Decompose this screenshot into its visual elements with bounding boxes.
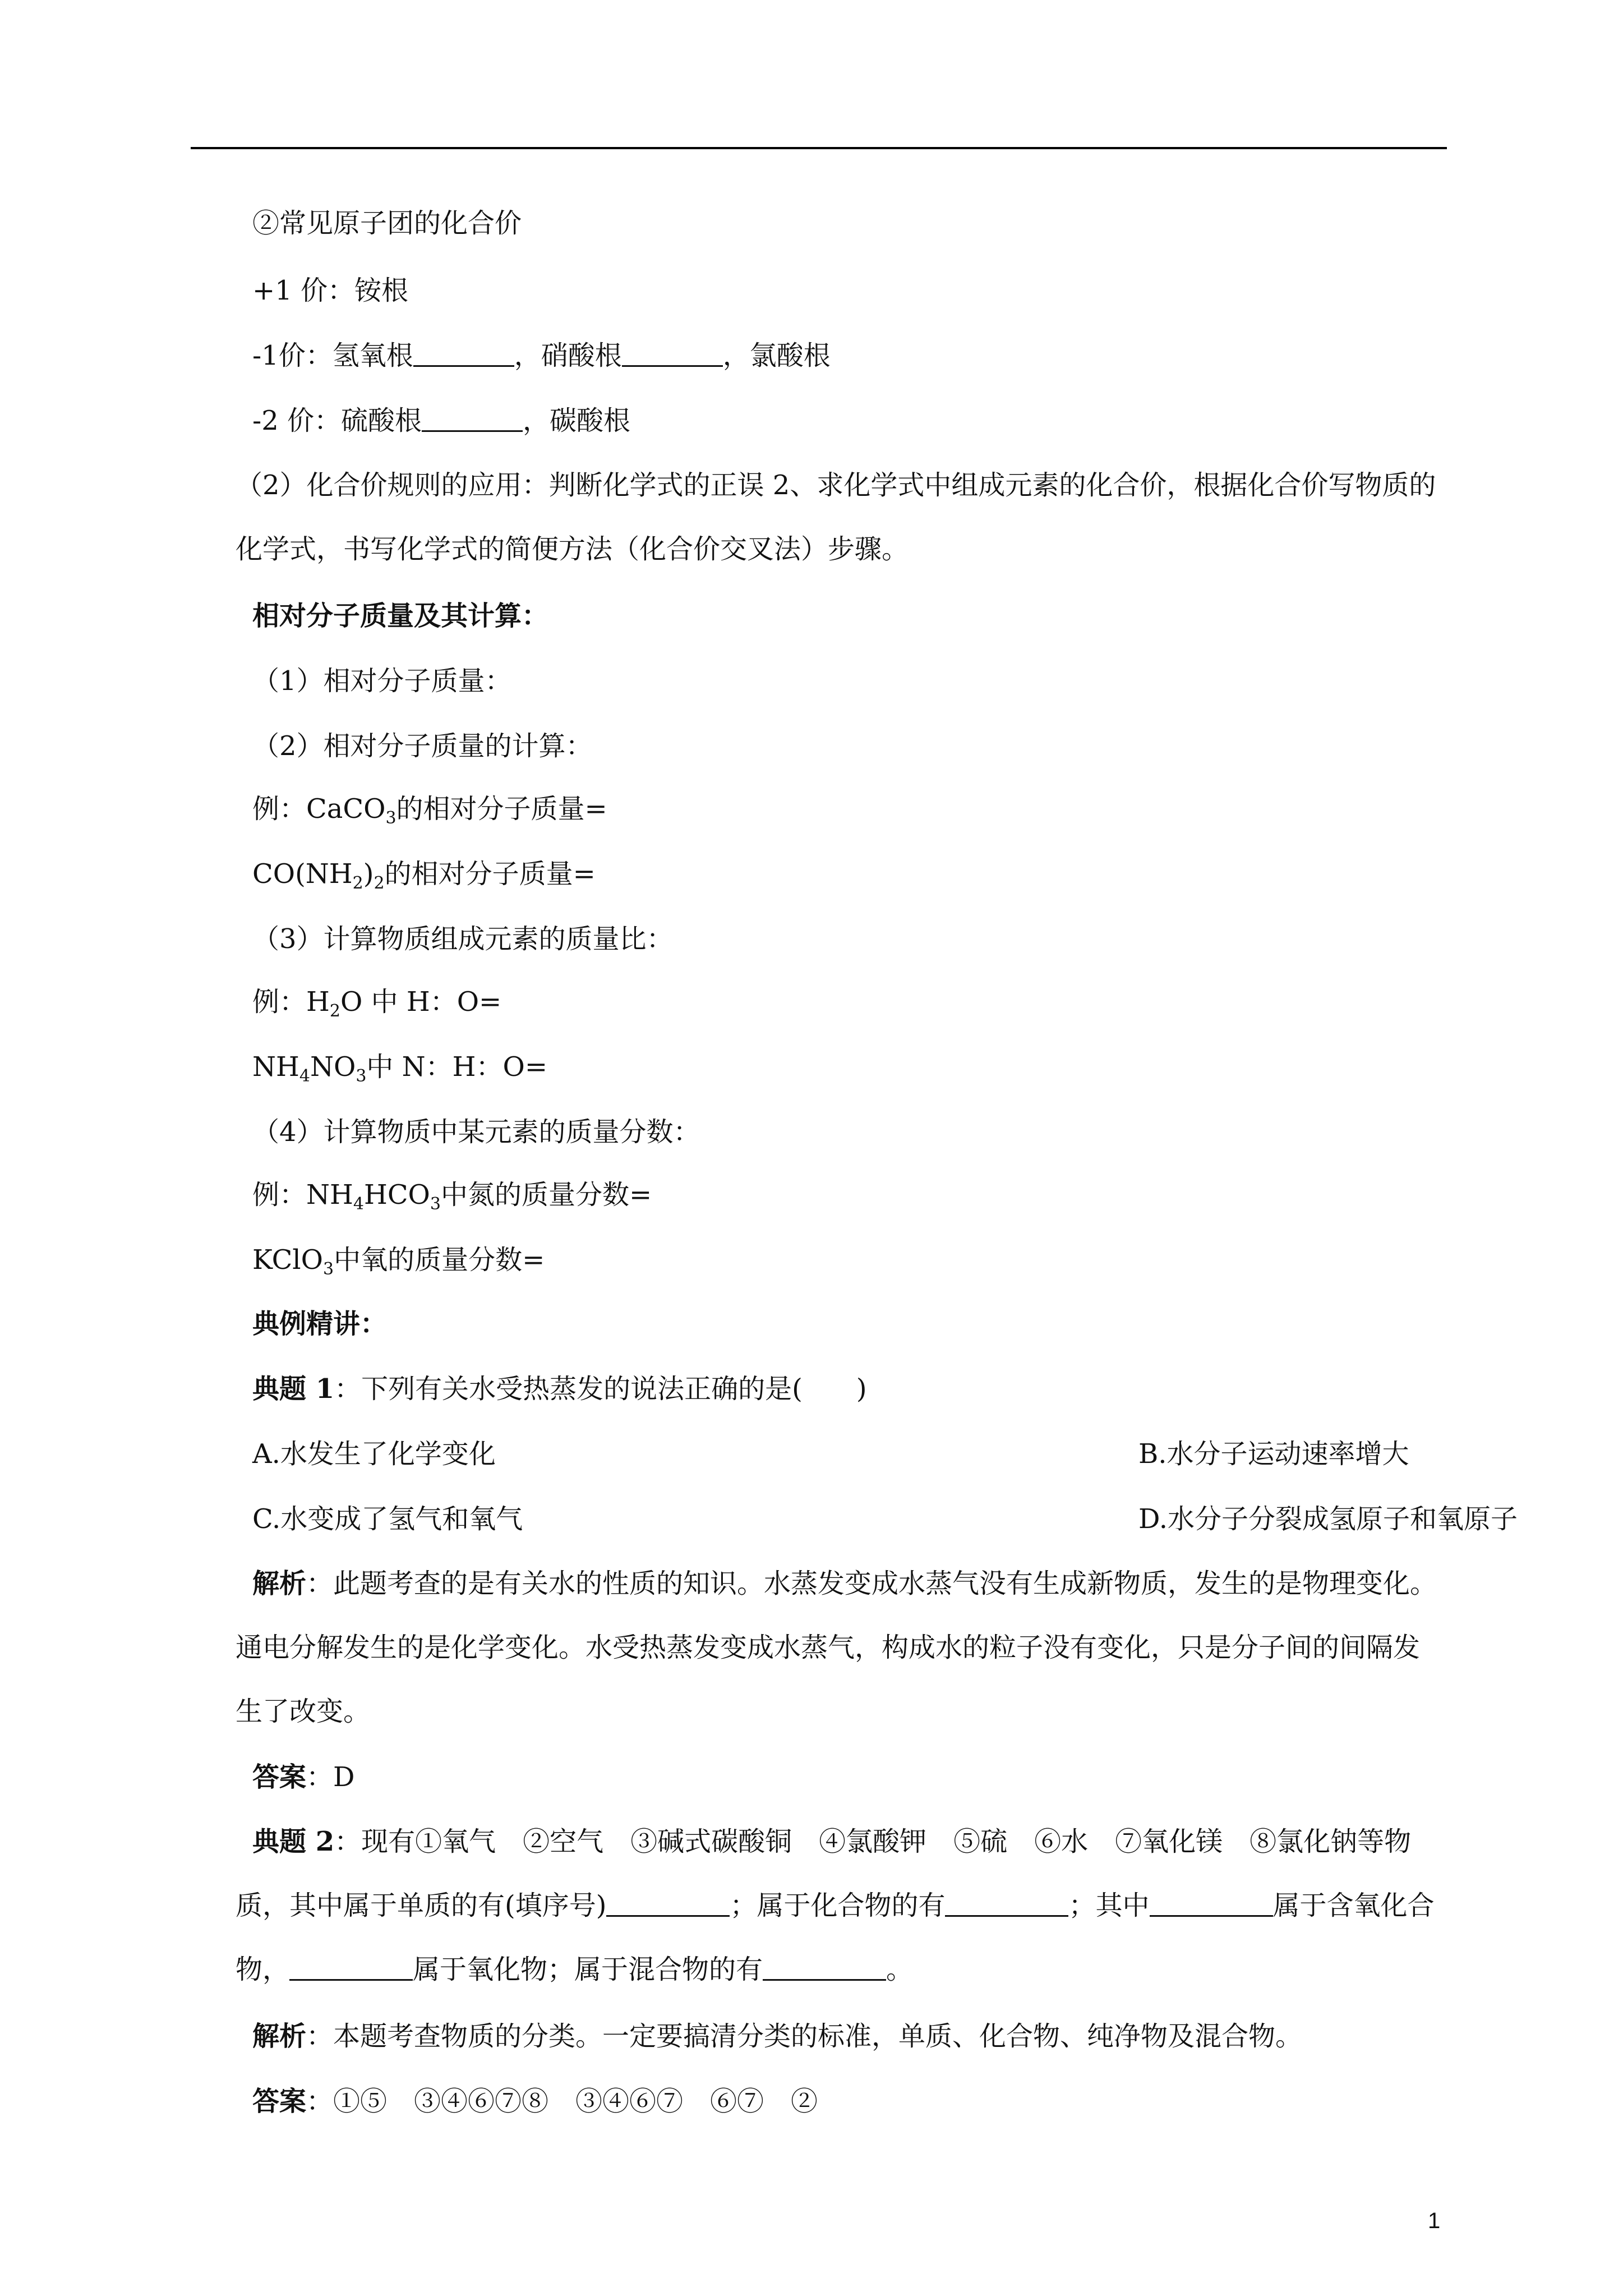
blank-field[interactable] [413,339,514,367]
line-example-caco3 [252,792,607,826]
text: -2 价：硫酸根 [252,405,422,436]
text: 例：H [252,986,330,1018]
q1-answer [252,1760,355,1794]
section-heading-molecular-mass: 相对分子质量及其计算： [252,600,549,632]
option-d[interactable]: D.水分子分裂成氢原子和氧原子 [1138,1503,1518,1535]
option-b[interactable]: B.水分子运动速率增大 [1138,1438,1409,1470]
line-item-4: （4）计算物质中某元素的质量分数： [252,1116,700,1148]
subscript: 3 [430,1194,441,1214]
q1-analysis [236,1552,1441,1743]
subscript: 4 [353,1194,364,1214]
subscript: 4 [299,1066,310,1086]
line-item-2: （2）相对分子质量的计算： [252,730,593,762]
blank-field[interactable] [606,1889,730,1917]
section-heading-examples: 典例精讲： [252,1308,388,1340]
question-2 [236,1810,1441,2001]
blank-field[interactable] [1150,1889,1273,1917]
blank-field[interactable] [945,1889,1068,1917]
text: ) [363,858,374,890]
answer-text: ：①⑤ ③④⑥⑦⑧ ③④⑥⑦ ⑥⑦ ② [306,2086,818,2117]
subscript: 2 [374,873,385,893]
question-text: ；属于化合物的有 [730,1890,946,1921]
text: O 中 H：O= [340,986,502,1018]
line-example-nh4no3 [252,1050,547,1084]
question-text: ；其中 [1068,1890,1150,1921]
line-example-kclo3 [252,1243,545,1277]
question-1 [252,1372,867,1406]
text: HCO [363,1179,430,1211]
option-a[interactable]: A.水发生了化学变化 [252,1438,496,1470]
page-number: 1 [1428,2208,1441,2233]
line-minus1 [252,339,831,372]
option-row-cd [252,1502,1518,1536]
answer-text: ：D [306,1761,355,1793]
line-example-nh4hco3 [252,1178,652,1212]
text: 的相对分子质量= [396,793,607,825]
text: 中 N：H：O= [366,1051,548,1083]
subscript: 2 [329,1001,340,1021]
analysis-label: 解析 [252,1568,307,1599]
text: ，碳酸根 [523,405,631,436]
line-example-urea [252,857,596,891]
question-text: 属于氧化物；属于混合物的有 [413,1954,763,1985]
question-text: ：下列有关水受热蒸发的说法正确的是( ) [334,1373,867,1405]
option-row-ab [252,1437,1409,1471]
line-example-h2o [252,985,501,1019]
text: NH [252,1051,299,1083]
option-c[interactable]: C.水变成了氢气和氧气 [252,1503,523,1535]
line-item-3: （3）计算物质组成元素的质量比： [252,923,674,955]
analysis-label: 解析 [252,2021,307,2052]
text: 例：CaCO [252,793,386,825]
paragraph-valence-rules: （2）化合价规则的应用：判断化学式的正误 2、求化学式中组成元素的化合价，根据化合价写物质的化学式，书写化学式的简便方法（化合价交叉法）步骤。 [236,470,1436,565]
line-minus2 [252,404,630,438]
text: -1价：氢氧根 [252,340,413,371]
analysis-text: ：此题考查的是有关水的性质的知识。水蒸发变成水蒸气没有生成新物质，发生的是物理变化。通电分解发生的是化学变化。水受热蒸发变成水蒸气，构成水的粒子没有变化，只是分子间的间隔发生了改变。 [236,1568,1437,1727]
text: 的相对分子质量= [384,858,596,890]
subscript: 2 [352,873,363,893]
subscript: 3 [385,808,396,828]
line-item-1: （1）相对分子质量： [252,665,512,697]
text: ，氯酸根 [722,340,831,371]
blank-field[interactable] [622,339,723,367]
line-group-valence: ②常见原子团的化合价 [252,208,522,239]
answer-label: 答案 [252,2086,307,2117]
text: NO [310,1051,356,1083]
question-label: 典题 2 [252,1826,335,1857]
q2-analysis [252,2019,1302,2053]
text: 中氮的质量分数= [441,1179,652,1211]
question-label: 典题 1 [252,1373,335,1405]
blank-field[interactable] [289,1953,413,1981]
text: 例：NH [252,1179,353,1211]
blank-field[interactable] [422,404,523,432]
question-text: 属于含氧化合物， [236,1890,1435,1985]
blank-field[interactable] [763,1953,886,1981]
header-rule [191,147,1447,149]
text: CO(NH [252,858,353,890]
subscript: 3 [356,1066,367,1086]
analysis-text: ：本题考查物质的分类。一定要搞清分类的标准，单质、化合物、纯净物及混合物。 [306,2021,1303,2052]
question-text: 。 [886,1954,914,1985]
q2-answer [252,2085,818,2118]
answer-label: 答案 [252,1761,307,1793]
text: 中氧的质量分数= [334,1244,545,1276]
subscript: 3 [323,1259,334,1279]
question-text: ：现有①氧气 ②空气 ③碱式碳酸铜 ④氯酸钾 ⑤硫 ⑥水 ⑦氧化镁 ⑧氯化钠等物质，其中属于单质的有(填序号) [236,1826,1412,1921]
text: ，硝酸根 [514,340,622,371]
line-plus1: +1 价：铵根 [252,275,409,306]
text: KClO [252,1244,323,1276]
